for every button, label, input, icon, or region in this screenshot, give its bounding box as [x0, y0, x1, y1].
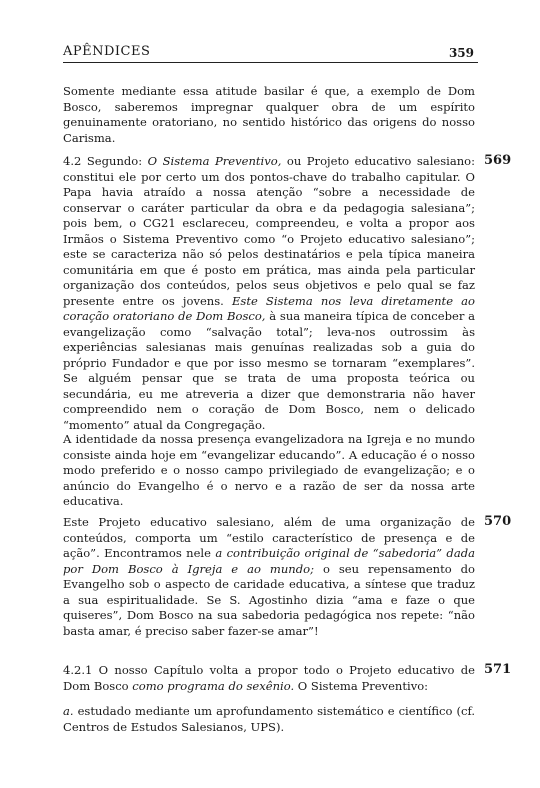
paragraph-5: [63, 663, 475, 694]
text-run: à sua maneira típica de conceber a evangelização como “salvação total”; leva-nos outrossim às experiências salesianas mais genuínas realizadas sob a guia do próprio Fundador e que por isso mesmo se tornaram “exemplares”. Se alguém pensar que se trata de uma proposta teórica ou secundária, eu me atreveria a dizer que demonstraria não haver compreendido nem o coração de Dom Bosco, nem o delicado “momento” atual da Congregação.: [63, 309, 475, 432]
running-header: [63, 40, 478, 63]
paragraph-3: [63, 432, 475, 510]
text-run: O Sistema Preventivo:: [294, 678, 429, 693]
paragraph-6: [63, 704, 475, 735]
text-run: Este Projeto educativo salesiano, além de uma organização de conteúdos, comporta um “estilo característico de presença e de ação”. Encontramos nele: [63, 515, 475, 560]
italic-run: Este Sistema nos leva diretamente ao coração oratoriano de Dom Bosco,: [63, 293, 475, 323]
paragraph-text: A identidade da nossa presença evangelizadora na Igreja e no mundo consiste ainda hoje em “evangelizar educando”. A educação é o nosso modo preferido e o nosso campo privilegiado de evangelização; e o anúncio do Evangelho é o nervo e a razão de ser da nossa arte educativa.: [63, 432, 475, 508]
italic-run: a.: [63, 704, 74, 718]
text-run: estudado mediante um aprofundamento sistemático e científico (cf. Centros de Estudos Salesianos, UPS).: [63, 704, 475, 734]
italic-run: a contribuição original de “sabedoria” dada por Dom Bosco à Igreja e ao mundo;: [63, 546, 475, 576]
text-run: ou Projeto educativo salesiano: constitui ele por certo um dos pontos-chave do trabalho capitular. O Papa havia atraído a nossa atenção “sobre a necessidade de conservar o caráter particular da obra e da pedagogia salesiana”; pois bem, o CG21 esclareceu, compreendeu, e volta a propor aos Irmãos o Sistema Preventivo como “o Projeto educativo salesiano”; este se caracteriza não só pelos destinatários e pela típica maneira comunitária em que é posto em prática, mas ainda pela particular organização dos conteúdos, pelos seus objetivos e pelo qual se faz presente entre os jovens.: [63, 154, 475, 308]
margin-number-571: 571: [484, 662, 512, 677]
paragraph-text: Somente mediante essa atitude basilar é que, a exemplo de Dom Bosco, saberemos impregnar qualquer obra de um espírito genuinamente oratoriano, no sentido histórico das origens do nosso Carisma.: [63, 84, 475, 145]
italic-run: como programa do sexênio.: [132, 678, 295, 693]
paragraph-4: [63, 515, 475, 639]
text-run: 4.2.1 O nosso Capítulo volta a propor todo o Projeto educativo de Dom Bosco: [63, 663, 475, 693]
text-run: 4.2 Segundo:: [63, 154, 148, 168]
margin-number-569: 569: [484, 153, 512, 168]
italic-run: O Sistema Preventivo,: [147, 154, 282, 168]
header-title: APÊNDICES: [63, 44, 151, 59]
text-run: o seu repensamento do Evangelho sob o aspecto de caridade educativa, a síntese que traduz a sua espiritualidade. Se S. Agostinho dizia “ama e faze o que quiseres”, Dom Bosco na sua sabedoria pedagógica nos repete: “não basta amar, é preciso saber fazer-se amar”!: [63, 561, 475, 638]
paragraph-2: [63, 154, 475, 433]
paragraph-1: [63, 84, 475, 146]
page-number: 359: [448, 46, 474, 60]
margin-number-570: 570: [484, 514, 512, 529]
